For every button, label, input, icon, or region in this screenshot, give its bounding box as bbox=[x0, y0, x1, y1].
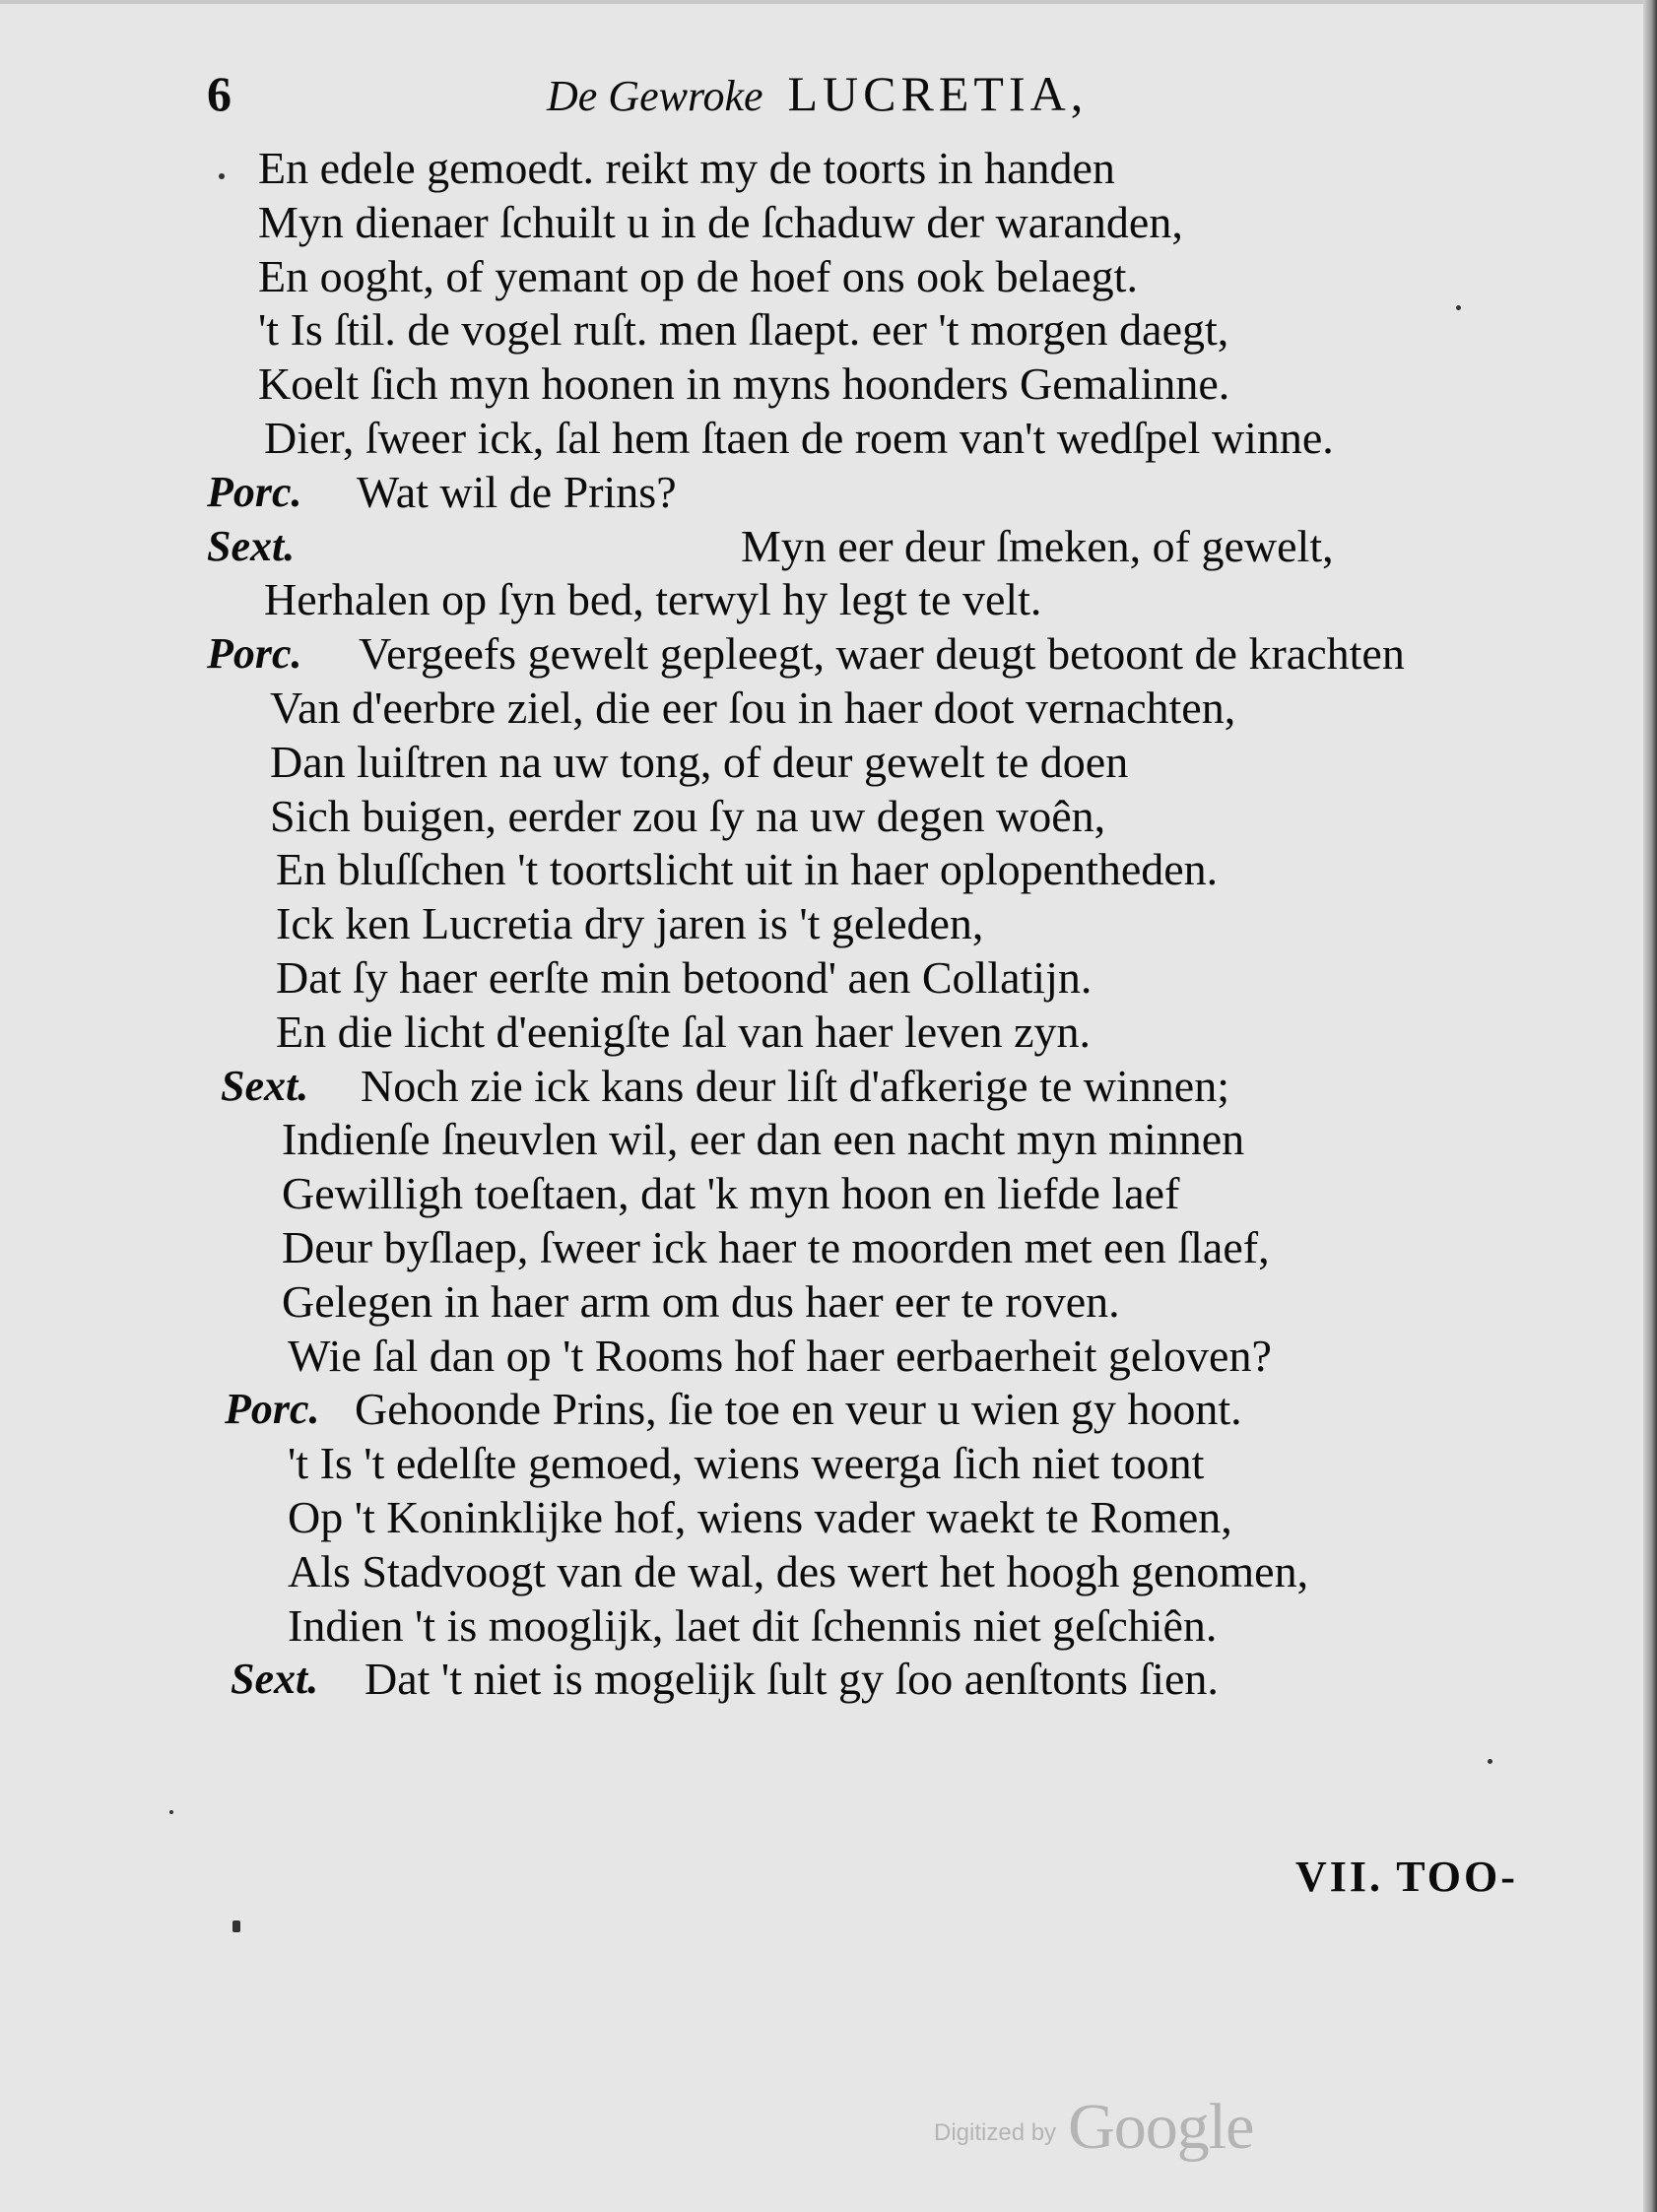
verse-line bbox=[207, 196, 1547, 250]
running-title-italic: De Gewroke bbox=[547, 72, 763, 120]
verse-text-line: Op 't Koninklijke hof, wiens vader waekt te Romen, bbox=[288, 1491, 1232, 1542]
verse-text-line: Noch zie ick kans deur liſt d'afkerige te winnen; bbox=[361, 1060, 1229, 1111]
verse-line bbox=[207, 1545, 1547, 1599]
ink-speck bbox=[232, 1920, 240, 1932]
catchword: VII. TOO- bbox=[1295, 1853, 1518, 1901]
verse-line bbox=[207, 466, 1547, 520]
verse-text-line: Sich buigen, eerder zou ſy na uw degen woên, bbox=[270, 790, 1106, 841]
verse-text-line: En edele gemoedt. reikt my de toorts in handen bbox=[258, 143, 1115, 193]
running-title-caps: LUCRETIA, bbox=[787, 66, 1089, 121]
verse-text-line: Dat 't niet is mogelijk ſult gy ſoo aenſtonts ſien. bbox=[365, 1654, 1219, 1705]
speaker-label: Porc. bbox=[207, 629, 302, 679]
page-top-edge bbox=[0, 0, 1657, 4]
verse-text-line: 't Is 't edelſte gemoed, wiens weerga ſich niet toont bbox=[288, 1438, 1205, 1489]
verse-text-line: Dier, ſweer ick, ſal hem ſtaen de roem van't wedſpel winne. bbox=[264, 412, 1334, 463]
speaker-label: Sext. bbox=[231, 1655, 319, 1704]
page-number: 6 bbox=[207, 66, 232, 121]
verse-text-line: Indien 't is mooglijk, laet dit ſchennis niet geſchiên. bbox=[288, 1599, 1218, 1651]
verse-line bbox=[207, 1006, 1547, 1060]
verse-line bbox=[207, 1383, 1547, 1437]
verse-text-line: Van d'eerbre ziel, die eer ſou in haer doot vernachten, bbox=[270, 682, 1236, 733]
verse-text-line: Ick ken Lucretia dry jaren is 't geleden, bbox=[276, 898, 984, 949]
verse-text-line: Gelegen in haer arm om dus haer eer te roven. bbox=[282, 1275, 1120, 1327]
verse-text-line: Vergeefs gewelt gepleegt, waer deugt betoont de krachten bbox=[359, 628, 1405, 680]
verse-line bbox=[207, 250, 1547, 304]
ink-speck bbox=[1456, 305, 1461, 310]
verse-text-line: Gehoonde Prins, ſie toe en veur u wien gy hoont. bbox=[355, 1384, 1242, 1435]
verse-line bbox=[207, 1113, 1547, 1167]
verse-line bbox=[207, 951, 1547, 1006]
verse-text-line: En die licht d'eenigſte ſal van haer leven zyn. bbox=[276, 1006, 1092, 1057]
verse-line bbox=[207, 1221, 1547, 1275]
verse-line bbox=[207, 412, 1547, 466]
ink-speck bbox=[169, 1810, 173, 1814]
verse-line bbox=[207, 303, 1547, 358]
verse-text-line: Myn eer deur ſmeken, of gewelt, bbox=[741, 520, 1334, 571]
verse-text bbox=[207, 142, 1547, 1707]
verse-line bbox=[207, 897, 1547, 951]
verse-line bbox=[207, 1491, 1547, 1545]
page-gutter-edge bbox=[1643, 0, 1657, 2212]
verse-line bbox=[207, 1437, 1547, 1491]
verse-line bbox=[207, 142, 1547, 196]
speaker-label: Porc. bbox=[225, 1385, 320, 1434]
verse-line bbox=[207, 1653, 1547, 1707]
verse-text-line: Herhalen op ſyn bed, terwyl hy legt te velt. bbox=[264, 574, 1042, 625]
google-logo: Google bbox=[1068, 2091, 1254, 2163]
running-title bbox=[547, 65, 1088, 122]
verse-text-line: Myn dienaer ſchuilt u in de ſchaduw der waranden, bbox=[258, 196, 1183, 247]
speaker-label: Sext. bbox=[207, 521, 296, 570]
verse-line bbox=[207, 520, 1547, 574]
verse-line bbox=[207, 736, 1547, 790]
verse-line bbox=[207, 1060, 1547, 1114]
verse-line bbox=[207, 358, 1547, 412]
verse-text-line: Gewilligh toeſtaen, dat 'k myn hoon en liefde laef bbox=[282, 1168, 1180, 1219]
verse-line bbox=[207, 682, 1547, 736]
verse-line bbox=[207, 790, 1547, 844]
verse-text-line: Indienſe ſneuvlen wil, eer dan een nacht myn minnen bbox=[282, 1114, 1245, 1165]
verse-text-line: 't Is ſtil. de vogel ruſt. men ſlaept. eer 't morgen daegt, bbox=[258, 304, 1229, 356]
ink-speck bbox=[219, 173, 225, 179]
verse-line bbox=[207, 1167, 1547, 1221]
verse-text-line: Als Stadvoogt van de wal, des wert het hoogh genomen, bbox=[288, 1545, 1309, 1596]
digitized-watermark bbox=[934, 2090, 1253, 2165]
ink-speck bbox=[1488, 1759, 1492, 1764]
speaker-label: Sext. bbox=[221, 1061, 309, 1110]
verse-line bbox=[207, 1275, 1547, 1330]
verse-line bbox=[207, 1599, 1547, 1654]
verse-text-line: Wat wil de Prins? bbox=[357, 466, 677, 517]
verse-text-line: En ooght, of yemant op de hoef ons ook belaegt. bbox=[258, 250, 1138, 301]
verse-line bbox=[207, 843, 1547, 897]
verse-text-line: Deur byſlaep, ſweer ick haer te moorden met een ſlaef, bbox=[282, 1221, 1270, 1272]
verse-text-line: En bluſſchen 't toortslicht uit in haer oplopentheden. bbox=[276, 844, 1219, 895]
running-header bbox=[207, 65, 1488, 124]
speaker-label: Porc. bbox=[207, 467, 302, 516]
watermark-prefix: Digitized by bbox=[934, 2119, 1057, 2146]
verse-text-line: Dan luiſtren na uw tong, of deur gewelt te doen bbox=[270, 736, 1129, 787]
verse-text-line: Dat ſy haer eerſte min betoond' aen Collatijn. bbox=[276, 951, 1093, 1003]
verse-line bbox=[207, 1330, 1547, 1384]
verse-text-line: Wie ſal dan op 't Rooms hof haer eerbaerheit geloven? bbox=[288, 1330, 1272, 1381]
verse-text-line: Koelt ſich myn hoonen in myns hoonders Gemalinne. bbox=[258, 358, 1230, 410]
verse-line bbox=[207, 573, 1547, 627]
verse-line bbox=[207, 627, 1547, 682]
